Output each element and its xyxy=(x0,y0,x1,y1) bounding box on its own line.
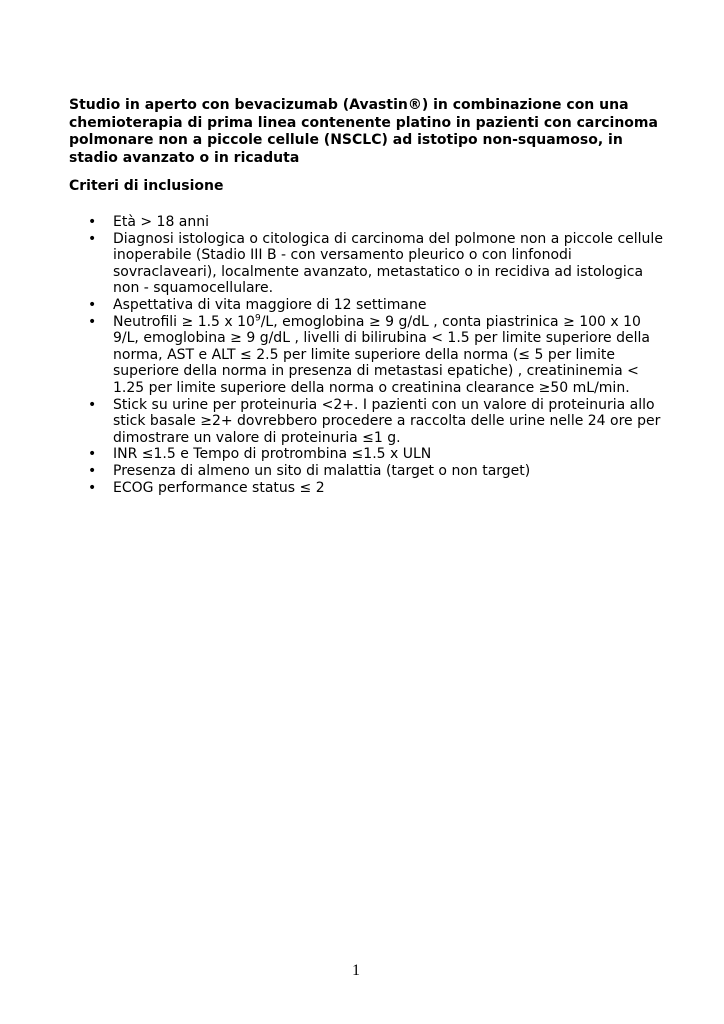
bullet-icon: • xyxy=(88,446,97,463)
list-item xyxy=(69,231,669,297)
bullet-icon: • xyxy=(88,296,97,313)
list-item-text: Stick su urine per proteinuria <2+. I pazienti con un valore di proteinuria allo stick basale ≥2+ dovrebbero procedere a raccolta delle urine nelle 24 ore per dimostrare un valore di proteinuria ≤1 g. xyxy=(113,396,661,446)
list-item-text: Aspettativa di vita maggiore di 12 settimane xyxy=(113,296,427,313)
list-item-text: Diagnosi istologica o citologica di carcinoma del polmone non a piccole cellule inoperabile (Stadio III B - con versamento pleurico o con linfonodi sovraclaveari), localmente avanzato, metastatico o in recidiva ad istologica non - squamocellulare. xyxy=(113,230,663,297)
bullet-icon: • xyxy=(88,462,97,479)
list-item-text-part: /L, emoglobina ≥ 9 g/dL , conta piastrinica ≥ 100 x 10 9/L, emoglobina ≥ 9 g/dL , livelli di bilirubina < 1.5 per limite superiore della norma, AST e ALT ≤ 2.5 per limite superiore della norma (≤ 5 per limite superiore della norma in presenza di metastasi epatiche) , creatininemia < 1.25 per limite superiore della norma o creatinina clearance ≥50 mL/min. xyxy=(113,313,650,396)
page-number: 1 xyxy=(352,962,360,979)
inclusion-criteria-list xyxy=(69,214,669,496)
document-title: Studio in aperto con bevacizumab (Avastin®) in combinazione con una chemioterapia di prima linea contenente platino in pazienti con carcinoma polmonare non a piccole cellule (NSCLC) ad istotipo non-squamoso, in stadio avanzato o in ricaduta xyxy=(69,97,658,166)
list-item-text: INR ≤1.5 e Tempo di protrombina ≤1.5 x ULN xyxy=(113,446,432,463)
list-item-text: Età > 18 anni xyxy=(113,214,210,230)
list-item-text: ECOG performance status ≤ 2 xyxy=(113,479,325,496)
bullet-icon: • xyxy=(88,230,97,247)
bullet-icon: • xyxy=(88,479,97,496)
bullet-icon: • xyxy=(88,214,97,230)
list-item xyxy=(69,480,669,497)
list-item xyxy=(69,214,669,231)
bullet-icon: • xyxy=(88,396,97,413)
superscript-exponent: 9 xyxy=(254,312,261,323)
list-item-text-part: Neutrofili ≥ 1.5 x 10 xyxy=(113,313,255,330)
list-item xyxy=(69,446,669,463)
list-item xyxy=(69,397,669,447)
list-item xyxy=(69,314,669,397)
list-item-text xyxy=(113,314,650,396)
list-item xyxy=(69,297,669,314)
list-item xyxy=(69,463,669,480)
bullet-icon: • xyxy=(88,313,97,330)
section-heading: Criteri di inclusione xyxy=(69,178,224,194)
list-item-text: Presenza di almeno un sito di malattia (target o non target) xyxy=(113,462,531,479)
